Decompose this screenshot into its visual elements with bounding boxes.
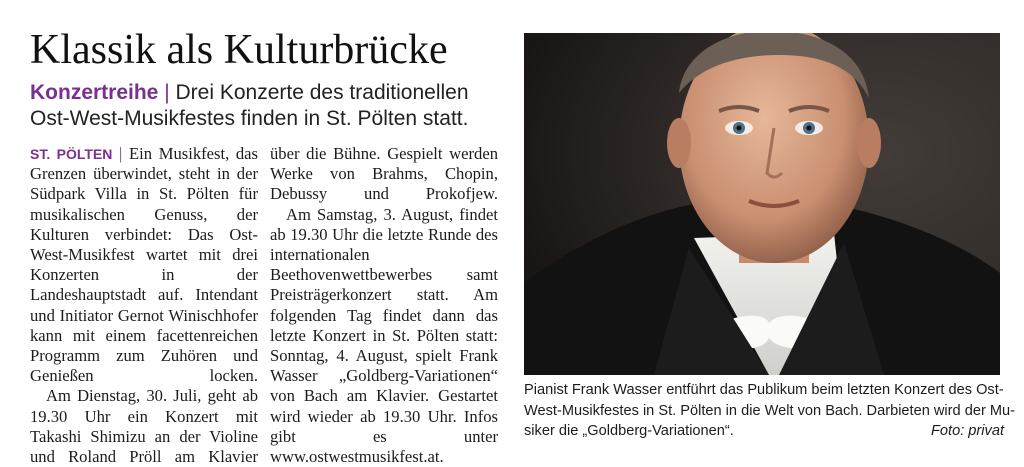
photo-caption bbox=[524, 380, 1015, 442]
subheading bbox=[30, 80, 510, 132]
article-paragraph-3: Am Samstag, 3. August, findet ab 19.30 Uhr die letzte Runde des internationalen Beethovenwettbewerbes samt Preisträgerkonzert statt. Am folgenden Tag findet dann das letzte Konzert in St. Pölten statt: Sonntag, 4. August, spielt Frank Wasser „Goldberg-Variationen“ von Bach am Klavier. Gestartet wird wieder ab 19.30 Uhr. Infos gibt es unter www.ostwestmusikfest.at. bbox=[270, 204, 498, 467]
caption-line-1: Pianist Frank Wasser entführt das Publikum beim letzten Konzert des Ost- bbox=[524, 382, 1004, 398]
kicker-separator: | bbox=[164, 81, 170, 104]
article-paragraph-2-continued: über die Bühne. Gespielt werden Werke von Brahms, Chopin, Debussy und Prokofjew. bbox=[270, 144, 498, 204]
subheading-line-1 bbox=[30, 80, 510, 106]
caption-line-2: West-Musikfestes in St. Pölten in die Welt von Bach. Darbieten wird der Mu- bbox=[524, 402, 1015, 419]
caption-line-3 bbox=[524, 421, 1004, 442]
article-paragraph-2: Am Dienstag, 30. Juli, geht ab 19.30 Uhr ein Konzert mit Takashi Shimizu an der Violine und Roland Pröll am Klavier bbox=[30, 386, 258, 467]
kicker: Konzertreihe bbox=[30, 81, 159, 104]
caption-line-3-text: siker die „Goldberg-Variationen“. bbox=[524, 423, 734, 439]
paragraph-1-text: Ein Musikfest, das Grenzen überwindet, steht in der Südpark Villa in St. Pölten für musikalischen Genuss, der Kulturen verbindet: Das Ost-West-Musikfest wartet mit drei Konzerten in der Landeshauptstadt auf. Intendant und Initiator Gernot Winischhofer kann mit einem facettenreichen Programm zum Zuhören und Genießen locken. bbox=[30, 144, 259, 386]
portrait-photo bbox=[524, 33, 1000, 375]
headline: Klassik als Kulturbrücke bbox=[30, 27, 448, 73]
subheading-text-1: Drei Konzerte des traditionellen bbox=[175, 81, 469, 104]
article-paragraph-1 bbox=[30, 144, 258, 386]
subheading-text-2: Ost-West-Musikfestes finden in St. Pölten statt. bbox=[30, 107, 469, 130]
dateline-separator: | bbox=[119, 144, 123, 163]
article-column-1 bbox=[30, 144, 258, 467]
dateline: ST. PÖLTEN bbox=[30, 146, 113, 162]
photo-credit: Foto: privat bbox=[931, 423, 1004, 439]
article-column-2 bbox=[270, 144, 498, 467]
